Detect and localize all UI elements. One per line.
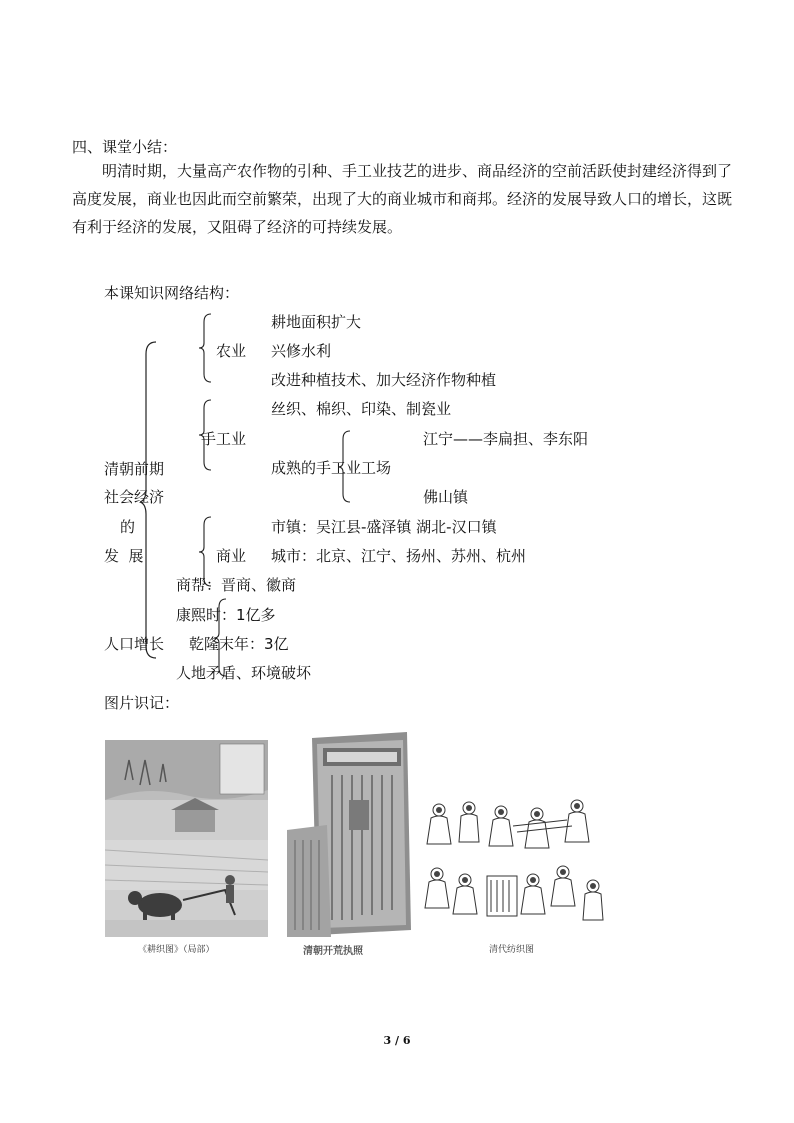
- agriculture-brace: [199, 313, 213, 383]
- page-number: 3 / 6: [383, 1034, 411, 1047]
- handicraft-item: 成熟的手工业工场: [271, 459, 392, 477]
- workshop-brace: [338, 430, 352, 504]
- commerce-item: 城市：北京、江宁、扬州、苏州、杭州: [271, 547, 527, 565]
- commerce-item: 市镇：吴江县-盛泽镇 湖北-汉口镇: [271, 518, 497, 536]
- pictures-title: 图片识记：: [104, 694, 180, 712]
- population-item: 康熙时：1亿多: [176, 606, 276, 624]
- root-label-line2: 社会经济: [104, 488, 165, 506]
- handicraft-item: 丝织、棉织、印染、制瓷业: [271, 400, 452, 418]
- agriculture-item: 改进种植技术、加大经济作物种植: [271, 371, 497, 389]
- commerce-label: 商业: [216, 547, 247, 565]
- agriculture-item: 兴修水利: [271, 342, 332, 360]
- picture-caption: 清代纺织图: [489, 945, 535, 955]
- population-item: 人地矛盾、环境破坏: [176, 664, 312, 682]
- root-label-line3: 的: [120, 518, 136, 536]
- main-brace: [140, 340, 160, 660]
- commerce-item: 商帮：晋商、徽商: [176, 576, 297, 594]
- root-label-line4: 发 展: [104, 547, 144, 565]
- section-title: 四、课堂小结：: [72, 138, 178, 156]
- population-item: 乾隆末年：3亿: [189, 635, 289, 653]
- network-title: 本课知识网络结构：: [104, 284, 240, 302]
- handicraft-label: 手工业: [201, 430, 247, 448]
- picture-caption: 《耕织图》（局部）: [138, 945, 215, 955]
- picture-caption: 清朝开荒执照: [303, 946, 363, 957]
- root-label-line1: 清朝前期: [104, 460, 165, 478]
- textile-drawing-picture: [417, 796, 604, 938]
- reclamation-license-picture: [287, 730, 415, 937]
- agriculture-item: 耕地面积扩大: [271, 313, 362, 331]
- workshop-item: 佛山镇: [423, 488, 469, 506]
- farming-weaving-picture: [105, 740, 268, 937]
- summary-paragraph: [72, 157, 732, 241]
- workshop-item: 江宁——李扁担、李东阳: [423, 430, 589, 448]
- summary-text: 明清时期，大量高产农作物的引种、手工业技艺的进步、商品经济的空前活跃使封建经济得到了高度发展，商业也因此而空前繁荣，出现了大的商业城市和商邦。经济的发展导致人口的增长，这既有利于经济的发展，又阻碍了经济的可持续发展。: [72, 162, 733, 236]
- agriculture-label: 农业: [216, 342, 247, 360]
- population-label: 人口增长: [104, 635, 165, 653]
